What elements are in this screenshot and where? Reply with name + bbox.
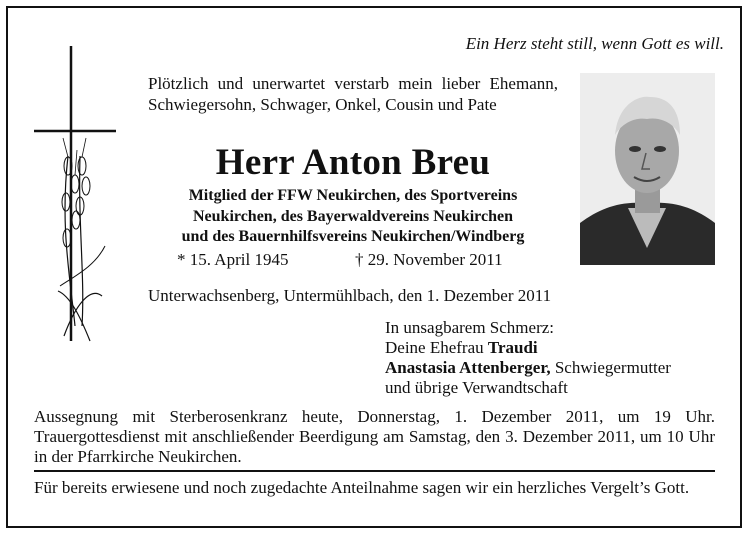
membership-line: Mitglied der FFW Neukirchen, des Sportvereins <box>188 187 518 204</box>
thanks-text: Für bereits erwiesene und noch zugedachte Anteilnahme sagen wir ein herzliches Vergelt’s Gott. <box>34 478 690 497</box>
mourner-mother-in-law-name: Anastasia Attenberger, <box>385 358 551 377</box>
deceased-name: Herr Anton Breu <box>215 142 491 183</box>
place-and-date: Unterwachsenberg, Untermühlbach, den 1. Dezember 2011 <box>148 286 552 305</box>
mourner-wife-prefix: Deine Ehefrau <box>385 338 488 357</box>
mourners-others: und übrige Verwandtschaft <box>385 378 568 397</box>
memberships <box>148 186 558 248</box>
motto: Ein Herz steht still, wenn Gott es will. <box>465 34 724 53</box>
mourner-wife-name: Traudi <box>487 338 538 357</box>
mourners-heading: In unsagbarem Schmerz: <box>385 318 554 337</box>
portrait-photo <box>580 73 715 265</box>
cross-icon <box>30 46 125 351</box>
intro-text: Plötzlich und unerwartet verstarb mein lieber Ehemann, Schwiegersohn, Schwager, Onkel, Cousin und Pate <box>148 74 558 114</box>
mourner-wife <box>385 338 725 358</box>
mourner-mother-in-law <box>385 358 725 378</box>
mourners <box>385 318 725 398</box>
death-date: † 29. November 2011 <box>355 250 503 269</box>
funeral-service-info: Aussegnung mit Sterberosenkranz heute, Donnerstag, 1. Dezember 2011, um 19 Uhr. Trauergottesdienst mit anschließender Beerdigung am Samstag, den 3. Dezember 2011, um 10 Uhr in der Pfarrkirche Neukirchen. <box>34 407 715 466</box>
mourner-mother-in-law-role: Schwiegermutter <box>550 358 671 377</box>
membership-line: und des Bauernhilfsvereins Neukirchen/Windberg <box>181 228 525 245</box>
birth-date: * 15. April 1945 <box>177 250 289 269</box>
divider <box>34 470 715 472</box>
membership-line: Neukirchen, des Bayerwaldvereins Neukirchen <box>192 207 513 225</box>
